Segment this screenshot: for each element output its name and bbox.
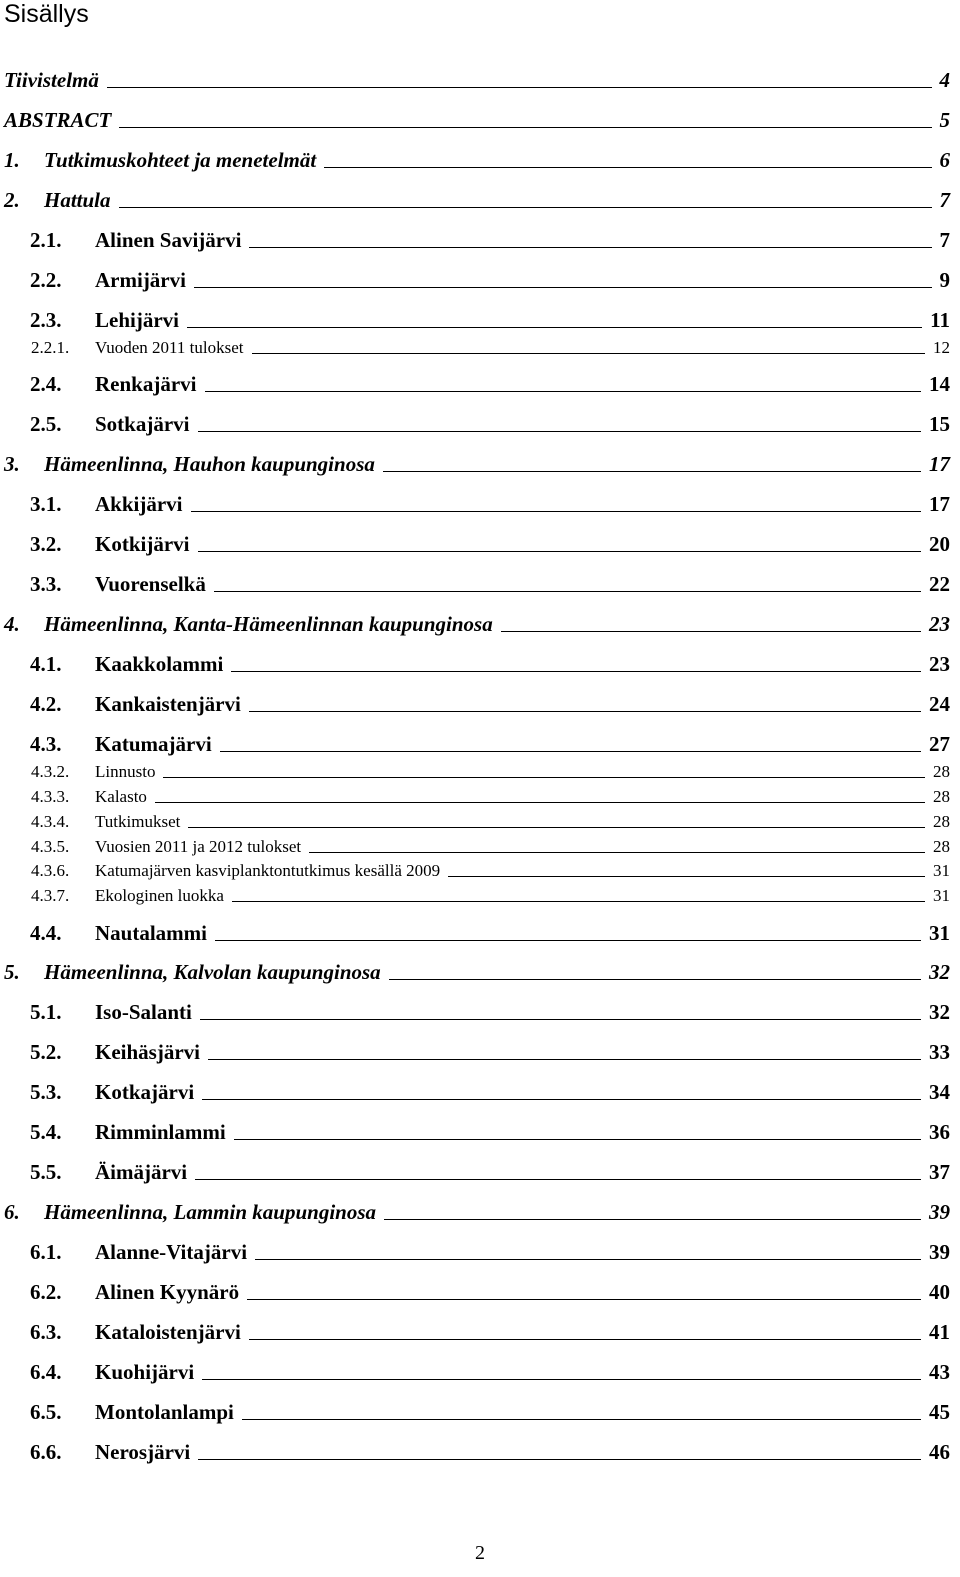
toc-entry[interactable] (0, 1037, 960, 1065)
toc-entry-number: 4.2. (30, 692, 62, 716)
toc-entry[interactable] (0, 489, 960, 517)
toc-entry-number: 6.5. (30, 1400, 62, 1424)
toc-entry-label: Linnusto (95, 762, 156, 781)
page-number: 2 (475, 1542, 485, 1564)
toc-entry[interactable] (0, 529, 960, 557)
toc-entry-number: 5.4. (30, 1120, 62, 1144)
toc-entry-label: Ekologinen luokka (95, 886, 224, 905)
toc-entry-page: 31 (929, 921, 950, 945)
toc-entry[interactable] (0, 409, 960, 437)
toc-entry-label: Alinen Kyynärö (95, 1280, 240, 1304)
toc-entry[interactable] (0, 1117, 960, 1145)
toc-entry-page: 9 (939, 268, 950, 292)
toc-entry-page: 28 (933, 837, 950, 856)
toc-leader-line (208, 1059, 921, 1060)
page-title: Sisällys (4, 0, 89, 28)
toc-entry-page: 17 (929, 452, 950, 476)
toc-entry-label: Sotkajärvi (95, 412, 190, 436)
toc-leader-line (249, 711, 921, 712)
toc-entry-page: 7 (939, 228, 950, 252)
toc-entry-number: 4.3.4. (31, 812, 70, 831)
toc-entry-label: Katumajärvi (95, 732, 212, 756)
toc-entry-page: 7 (939, 188, 950, 212)
toc-entry[interactable] (0, 1437, 960, 1465)
toc-leader-line (119, 207, 932, 208)
toc-entry[interactable] (0, 785, 960, 807)
toc-entry[interactable] (0, 729, 960, 757)
toc-entry-label: Armijärvi (95, 268, 186, 292)
toc-leader-line (195, 1179, 921, 1180)
toc-entry-page: 41 (929, 1320, 950, 1344)
toc-entry-number: 6.3. (30, 1320, 62, 1344)
toc-entry-label: Lehijärvi (95, 308, 179, 332)
toc-leader-line (220, 751, 921, 752)
toc-leader-line (249, 1339, 921, 1340)
toc-entry-page: 37 (929, 1160, 950, 1184)
toc-entry-page: 46 (929, 1440, 950, 1464)
toc-entry-page: 31 (933, 886, 950, 905)
toc-entry-page: 17 (929, 492, 950, 516)
toc-leader-line (205, 391, 922, 392)
toc-entry-number: 2.5. (30, 412, 62, 436)
toc-entry[interactable] (0, 918, 960, 946)
toc-entry-page: 23 (929, 652, 950, 676)
toc-entry-label: Rimminlammi (95, 1120, 226, 1144)
toc-entry-number: 4.3.7. (31, 886, 70, 905)
toc-entry[interactable] (0, 760, 960, 782)
toc-entry-page: 27 (929, 732, 950, 756)
toc-leader-line (232, 901, 925, 902)
toc-leader-line (231, 671, 921, 672)
toc-leader-line (198, 431, 922, 432)
toc-entry[interactable] (0, 225, 960, 253)
toc-entry-label: Kotkajärvi (95, 1080, 195, 1104)
toc-leader-line (214, 591, 921, 592)
toc-leader-line (242, 1419, 921, 1420)
toc-entry-label: Tutkimuskohteet ja menetelmät (44, 148, 317, 172)
toc-entry-page: 5 (939, 108, 950, 132)
toc-entry[interactable] (0, 449, 960, 477)
toc-entry-number: 2.2. (30, 268, 62, 292)
toc-entry-number: 6. (4, 1200, 20, 1224)
toc-entry-page: 32 (929, 1000, 950, 1024)
toc-leader-line (247, 1299, 921, 1300)
toc-entry-page: 4 (939, 68, 950, 92)
toc-leader-line (198, 1459, 921, 1460)
toc-entry-label: Nerosjärvi (95, 1440, 191, 1464)
toc-entry-number: 5. (4, 960, 20, 984)
toc-entry-number: 6.6. (30, 1440, 62, 1464)
toc-entry-label: Akkijärvi (95, 492, 183, 516)
toc-entry-page: 24 (929, 692, 950, 716)
toc-entry-number: 4.3. (30, 732, 62, 756)
toc-entry-number: 6.2. (30, 1280, 62, 1304)
toc-entry-label: Kotkijärvi (95, 532, 190, 556)
toc-entry-number: 4. (4, 612, 20, 636)
toc-entry-label: Hämeenlinna, Kanta-Hämeenlinnan kaupunginosa (44, 612, 493, 636)
toc-entry-label: Kankaistenjärvi (95, 692, 241, 716)
toc-leader-line (324, 167, 931, 168)
toc-entry-page: 6 (939, 148, 950, 172)
toc-entry[interactable] (0, 265, 960, 293)
toc-entry-page: 28 (933, 787, 950, 806)
toc-entry-label: Alinen Savijärvi (95, 228, 242, 252)
toc-entry-number: 4.1. (30, 652, 62, 676)
toc-entry-label: Keihäsjärvi (95, 1040, 200, 1064)
toc-leader-line (202, 1379, 921, 1380)
toc-entry-page: 39 (929, 1240, 950, 1264)
toc-entry-label: Alanne-Vitajärvi (95, 1240, 248, 1264)
toc-entry-label: Katumajärven kasviplanktontutkimus kesällä 2009 (95, 861, 441, 880)
toc-leader-line (252, 353, 925, 354)
toc-entry-label: Vuorenselkä (95, 572, 206, 596)
toc-entry-number: 3.3. (30, 572, 62, 596)
toc-entry-page: 20 (929, 532, 950, 556)
toc-entry-page: 34 (929, 1080, 950, 1104)
toc-leader-line (202, 1099, 921, 1100)
toc-entry[interactable] (0, 105, 960, 133)
toc-entry-page: 11 (930, 308, 950, 332)
toc-entry[interactable] (0, 1197, 960, 1225)
toc-entry-number: 4.3.2. (31, 762, 70, 781)
toc-entry-page: 40 (929, 1280, 950, 1304)
toc-entry[interactable] (0, 1237, 960, 1265)
toc-leader-line (155, 802, 925, 803)
toc-entry[interactable] (0, 689, 960, 717)
toc-entry-label: Montolanlampi (95, 1400, 234, 1424)
toc-entry-page: 28 (933, 762, 950, 781)
toc-entry-number: 5.5. (30, 1160, 62, 1184)
toc-entry-number: 3.1. (30, 492, 62, 516)
toc-entry-label: Äimäjärvi (95, 1160, 188, 1184)
toc-entry-number: 6.1. (30, 1240, 62, 1264)
toc-leader-line (191, 511, 921, 512)
toc-entry[interactable] (0, 859, 960, 881)
toc-entry-number: 1. (4, 148, 20, 172)
toc-entry-page: 45 (929, 1400, 950, 1424)
toc-entry-label: Kaakkolammi (95, 652, 224, 676)
toc-entry-page: 33 (929, 1040, 950, 1064)
toc-leader-line (188, 827, 925, 828)
toc-leader-line (163, 777, 925, 778)
toc-leader-line (383, 471, 921, 472)
toc-entry-label: ABSTRACT (4, 108, 112, 132)
toc-entry-number: 3. (4, 452, 20, 476)
toc-entry-number: 4.3.6. (31, 861, 70, 880)
toc-entry-page: 28 (933, 812, 950, 831)
toc-entry[interactable] (0, 65, 960, 93)
toc-entry[interactable] (0, 185, 960, 213)
toc-entry-label: Kataloistenjärvi (95, 1320, 241, 1344)
toc-entry-label: Vuoden 2011 tulokset (95, 338, 244, 357)
toc-leader-line (187, 327, 922, 328)
toc-entry-label: Nautalammi (95, 921, 207, 945)
toc-entry[interactable] (0, 810, 960, 832)
toc-entry-page: 43 (929, 1360, 950, 1384)
toc-entry-label: Hämeenlinna, Kalvolan kaupunginosa (44, 960, 381, 984)
toc-leader-line (200, 1019, 921, 1020)
toc-entry-number: 2.4. (30, 372, 62, 396)
toc-leader-line (215, 940, 921, 941)
toc-entry-page: 12 (933, 338, 950, 357)
toc-entry-label: Iso-Salanti (95, 1000, 192, 1024)
toc-entry-number: 5.2. (30, 1040, 62, 1064)
toc-entry[interactable] (0, 145, 960, 173)
toc-entry-number: 4.3.3. (31, 787, 70, 806)
toc-entry-label: Kalasto (95, 787, 147, 806)
toc-leader-line (501, 631, 921, 632)
toc-leader-line (198, 551, 922, 552)
toc-entry[interactable] (0, 649, 960, 677)
toc-entry[interactable] (0, 1157, 960, 1185)
toc-entry[interactable] (0, 835, 960, 857)
toc-entry-number: 6.4. (30, 1360, 62, 1384)
toc-entry-number: 2. (4, 188, 20, 212)
toc-leader-line (255, 1259, 921, 1260)
toc-leader-line (448, 876, 925, 877)
toc-entry-number: 5.3. (30, 1080, 62, 1104)
toc-leader-line (309, 852, 925, 853)
toc-entry-number: 3.2. (30, 532, 62, 556)
toc-entry-number: 5.1. (30, 1000, 62, 1024)
toc-leader-line (194, 287, 932, 288)
toc-entry-label: Vuosien 2011 ja 2012 tulokset (95, 837, 302, 856)
toc-leader-line (384, 1219, 921, 1220)
toc-entry[interactable] (0, 997, 960, 1025)
toc-entry[interactable] (0, 569, 960, 597)
toc-entry[interactable] (0, 1277, 960, 1305)
toc-entry-number: 4.4. (30, 921, 62, 945)
toc-entry-label: Kuohijärvi (95, 1360, 195, 1384)
toc-entry-number: 2.3. (30, 308, 62, 332)
toc-entry[interactable] (0, 884, 960, 906)
toc-entry-page: 15 (929, 412, 950, 436)
toc-entry[interactable] (0, 1317, 960, 1345)
toc-entry[interactable] (0, 957, 960, 985)
toc-entry[interactable] (0, 336, 960, 358)
toc-entry-label: Renkajärvi (95, 372, 197, 396)
toc-entry-page: 14 (929, 372, 950, 396)
toc-entry[interactable] (0, 369, 960, 397)
toc-entry-number: 2.1. (30, 228, 62, 252)
toc-entry[interactable] (0, 1397, 960, 1425)
toc-leader-line (234, 1139, 921, 1140)
toc-entry-page: 22 (929, 572, 950, 596)
toc-entry[interactable] (0, 1077, 960, 1105)
toc-entry-label: Hattula (44, 188, 111, 212)
toc-entry-label: Tiivistelmä (4, 68, 99, 92)
toc-entry-page: 32 (929, 960, 950, 984)
toc-entry-page: 39 (929, 1200, 950, 1224)
toc-entry-number: 4.3.5. (31, 837, 70, 856)
toc-entry-page: 31 (933, 861, 950, 880)
toc-leader-line (249, 247, 931, 248)
toc-entry-label: Hämeenlinna, Hauhon kaupunginosa (44, 452, 375, 476)
toc-entry[interactable] (0, 305, 960, 333)
toc-leader-line (119, 127, 931, 128)
toc-entry-page: 36 (929, 1120, 950, 1144)
toc-entry-number: 2.2.1. (31, 338, 70, 357)
toc-entry-page: 23 (929, 612, 950, 636)
toc-leader-line (107, 87, 932, 88)
toc-entry[interactable] (0, 609, 960, 637)
toc-entry-label: Tutkimukset (95, 812, 181, 831)
toc-entry[interactable] (0, 1357, 960, 1385)
toc-entry-label: Hämeenlinna, Lammin kaupunginosa (44, 1200, 377, 1224)
toc-leader-line (389, 979, 921, 980)
